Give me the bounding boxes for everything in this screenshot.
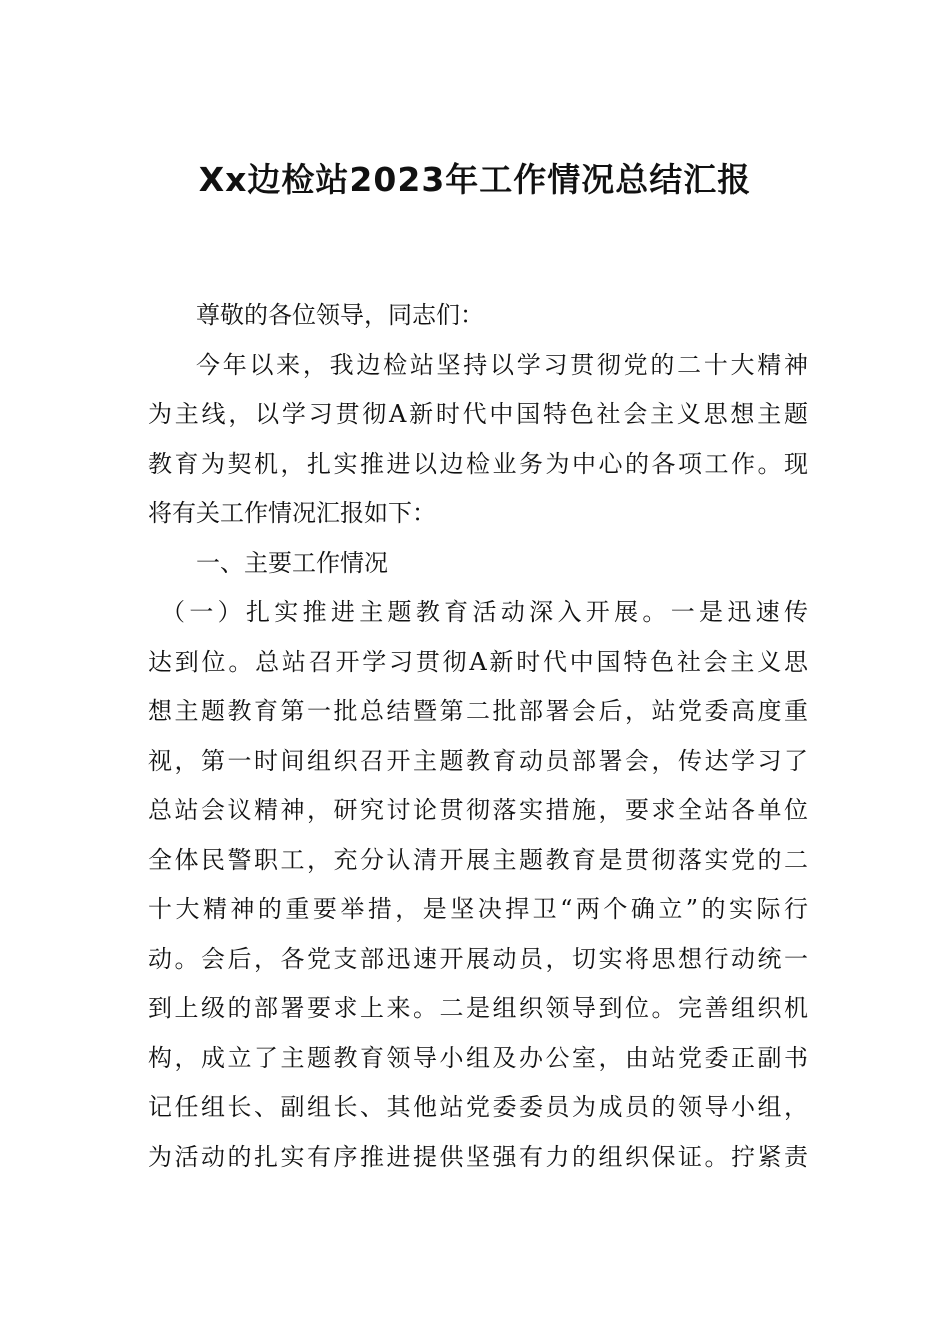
document-body — [148, 291, 808, 1182]
paragraph-line: 十大精神的重要举措，是坚决捍卫“两个确立”的实际行 — [148, 895, 808, 923]
paragraph-line: 教育为契机，扎实推进以边检业务为中心的各项工作。现 — [148, 449, 808, 478]
section-heading: 一、主要工作情况 — [196, 548, 388, 577]
paragraph-line: 今年以来，我边检站坚持以学习贯彻党的二十大精神 — [196, 350, 808, 379]
paragraph-line: 为活动的扎实有序推进提供坚强有力的组织保证。拧紧责 — [148, 1142, 808, 1171]
paragraph-line: 视，第一时间组织召开主题教育动员部署会，传达学习了 — [148, 746, 808, 775]
paragraph-line: 记任组长、副组长、其他站党委委员为成员的领导小组， — [148, 1093, 808, 1121]
document-title: Xx边检站2023年工作情况总结汇报 — [198, 160, 752, 199]
paragraph-line: 想主题教育第一批总结暨第二批部署会后，站党委高度重 — [148, 697, 808, 725]
paragraph-line: 达到位。总站召开学习贯彻A新时代中国特色社会主义思 — [148, 647, 808, 676]
salutation-line: 尊敬的各位领导，同志们： — [196, 301, 484, 329]
paragraph-line: 动。会后，各党支部迅速开展动员，切实将思想行动统一 — [148, 944, 808, 973]
paragraph-line: （一）扎实推进主题教育活动深入开展。一是迅速传 — [161, 598, 808, 626]
paragraph-line: 总站会议精神，研究讨论贯彻落实措施，要求全站各单位 — [148, 796, 808, 824]
paragraph-line: 到上级的部署要求上来。二是组织领导到位。完善组织机 — [148, 994, 808, 1022]
paragraph-line: 将有关工作情况汇报如下： — [148, 499, 436, 527]
paragraph-line: 全体民警职工，充分认清开展主题教育是贯彻落实党的二 — [148, 845, 808, 874]
paragraph-line: 构，成立了主题教育领导小组及办公室，由站党委正副书 — [148, 1043, 808, 1072]
paragraph-line: 为主线，以学习贯彻A新时代中国特色社会主义思想主题 — [148, 400, 808, 428]
